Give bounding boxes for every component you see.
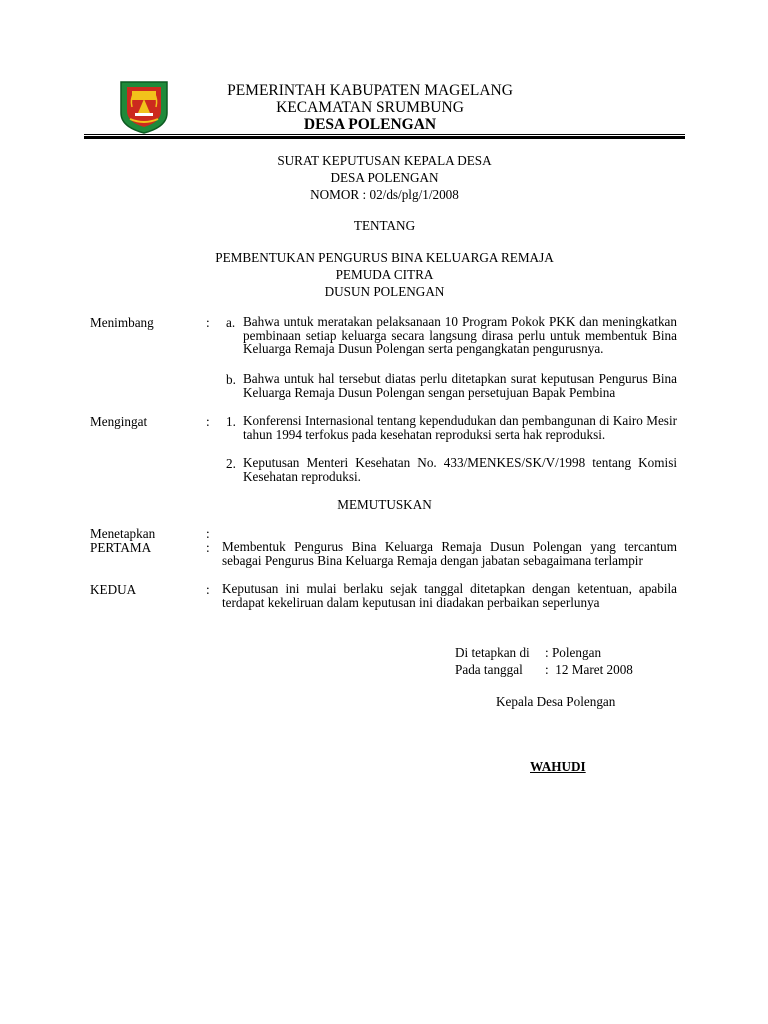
decree-title: SURAT KEPUTUSAN KEPALA DESA [277, 153, 492, 168]
second-text: Keputusan ini mulai berlaku sejak tanggal ditetapkan dengan ketentuan, apabila terdapat kekeliruan dalam keputusan ini diadakan perbaikan seperlunya [222, 581, 677, 610]
considering-a-text: Bahwa untuk meratakan pelaksanaan 10 Program Pokok PKK dan meningkatkan pembinaan setiap keluarga secara langsung dirasa perlu untuk membentuk Bina Keluarga Remaja Dusun Polengan serta pengangkatan pengurusnya. [243, 314, 677, 357]
recalling-label: Mengingat [90, 414, 148, 429]
header-rule-thin [84, 134, 685, 135]
subject-line-3: DUSUN POLENGAN [324, 284, 445, 299]
first-text: Membentuk Pengurus Bina Keluarga Remaja Dusun Polengan yang tercantum sebagai Pengurus Bina Keluarga Remaja dengan jabatan sebagaimana terlampir [222, 539, 677, 568]
header-rule-thick [84, 136, 685, 139]
establishing-label: Menetapkan [90, 526, 156, 541]
subject-line-2: PEMUDA CITRA [335, 267, 434, 282]
second-label: KEDUA [90, 582, 137, 597]
recalling-2-text: Keputusan Menteri Kesehatan No. 433/MENKES/SK/V/1998 tentang Komisi Kesehatan reproduksi. [243, 455, 677, 484]
second-colon: : [206, 582, 210, 597]
recalling-1-text: Konferensi Internasional tentang kependudukan dan pembangunan di Kairo Mesir tahun 1994 terfokus pada kesehatan reproduksi serta hak reproduksi. [243, 413, 677, 442]
header-subdistrict: KECAMATAN SRUMBUNG [276, 99, 464, 116]
recalling-1-marker: 1. [226, 414, 236, 429]
place-label: Di tetapkan di [455, 645, 530, 660]
header-village: DESA POLENGAN [303, 116, 437, 133]
signatory-name: WAHUDI [530, 759, 586, 774]
considering-label: Menimbang [90, 315, 154, 330]
establishing-colon: : [206, 526, 210, 541]
considering-colon: : [206, 315, 210, 330]
considering-b-marker: b. [226, 372, 236, 387]
signatory-position: Kepala Desa Polengan [496, 694, 616, 709]
first-label: PERTAMA [90, 540, 152, 555]
date-label: Pada tanggal [455, 662, 523, 677]
considering-b-text: Bahwa untuk hal tersebut diatas perlu ditetapkan surat keputusan Pengurus Bina Keluarga Remaja Dusun Polengan sengan persetujuan Bapak Pembina [243, 371, 677, 400]
decree-village: DESA POLENGAN [330, 170, 439, 185]
regency-coat-of-arms-icon [118, 79, 170, 135]
recalling-2-marker: 2. [226, 456, 236, 471]
about-heading: TENTANG [353, 218, 416, 233]
recalling-colon: : [206, 414, 210, 429]
considering-a-marker: a. [226, 315, 236, 330]
decides-heading: MEMUTUSKAN [337, 497, 432, 512]
header-regency: PEMERINTAH KABUPATEN MAGELANG [227, 82, 513, 99]
first-colon: : [206, 540, 210, 555]
place-value: : Polengan [545, 645, 602, 660]
subject-line-1: PEMBENTUKAN PENGURUS BINA KELUARGA REMAJA [215, 250, 554, 265]
decree-number: NOMOR : 02/ds/plg/1/2008 [310, 187, 459, 202]
date-value: : 12 Maret 2008 [545, 662, 633, 677]
